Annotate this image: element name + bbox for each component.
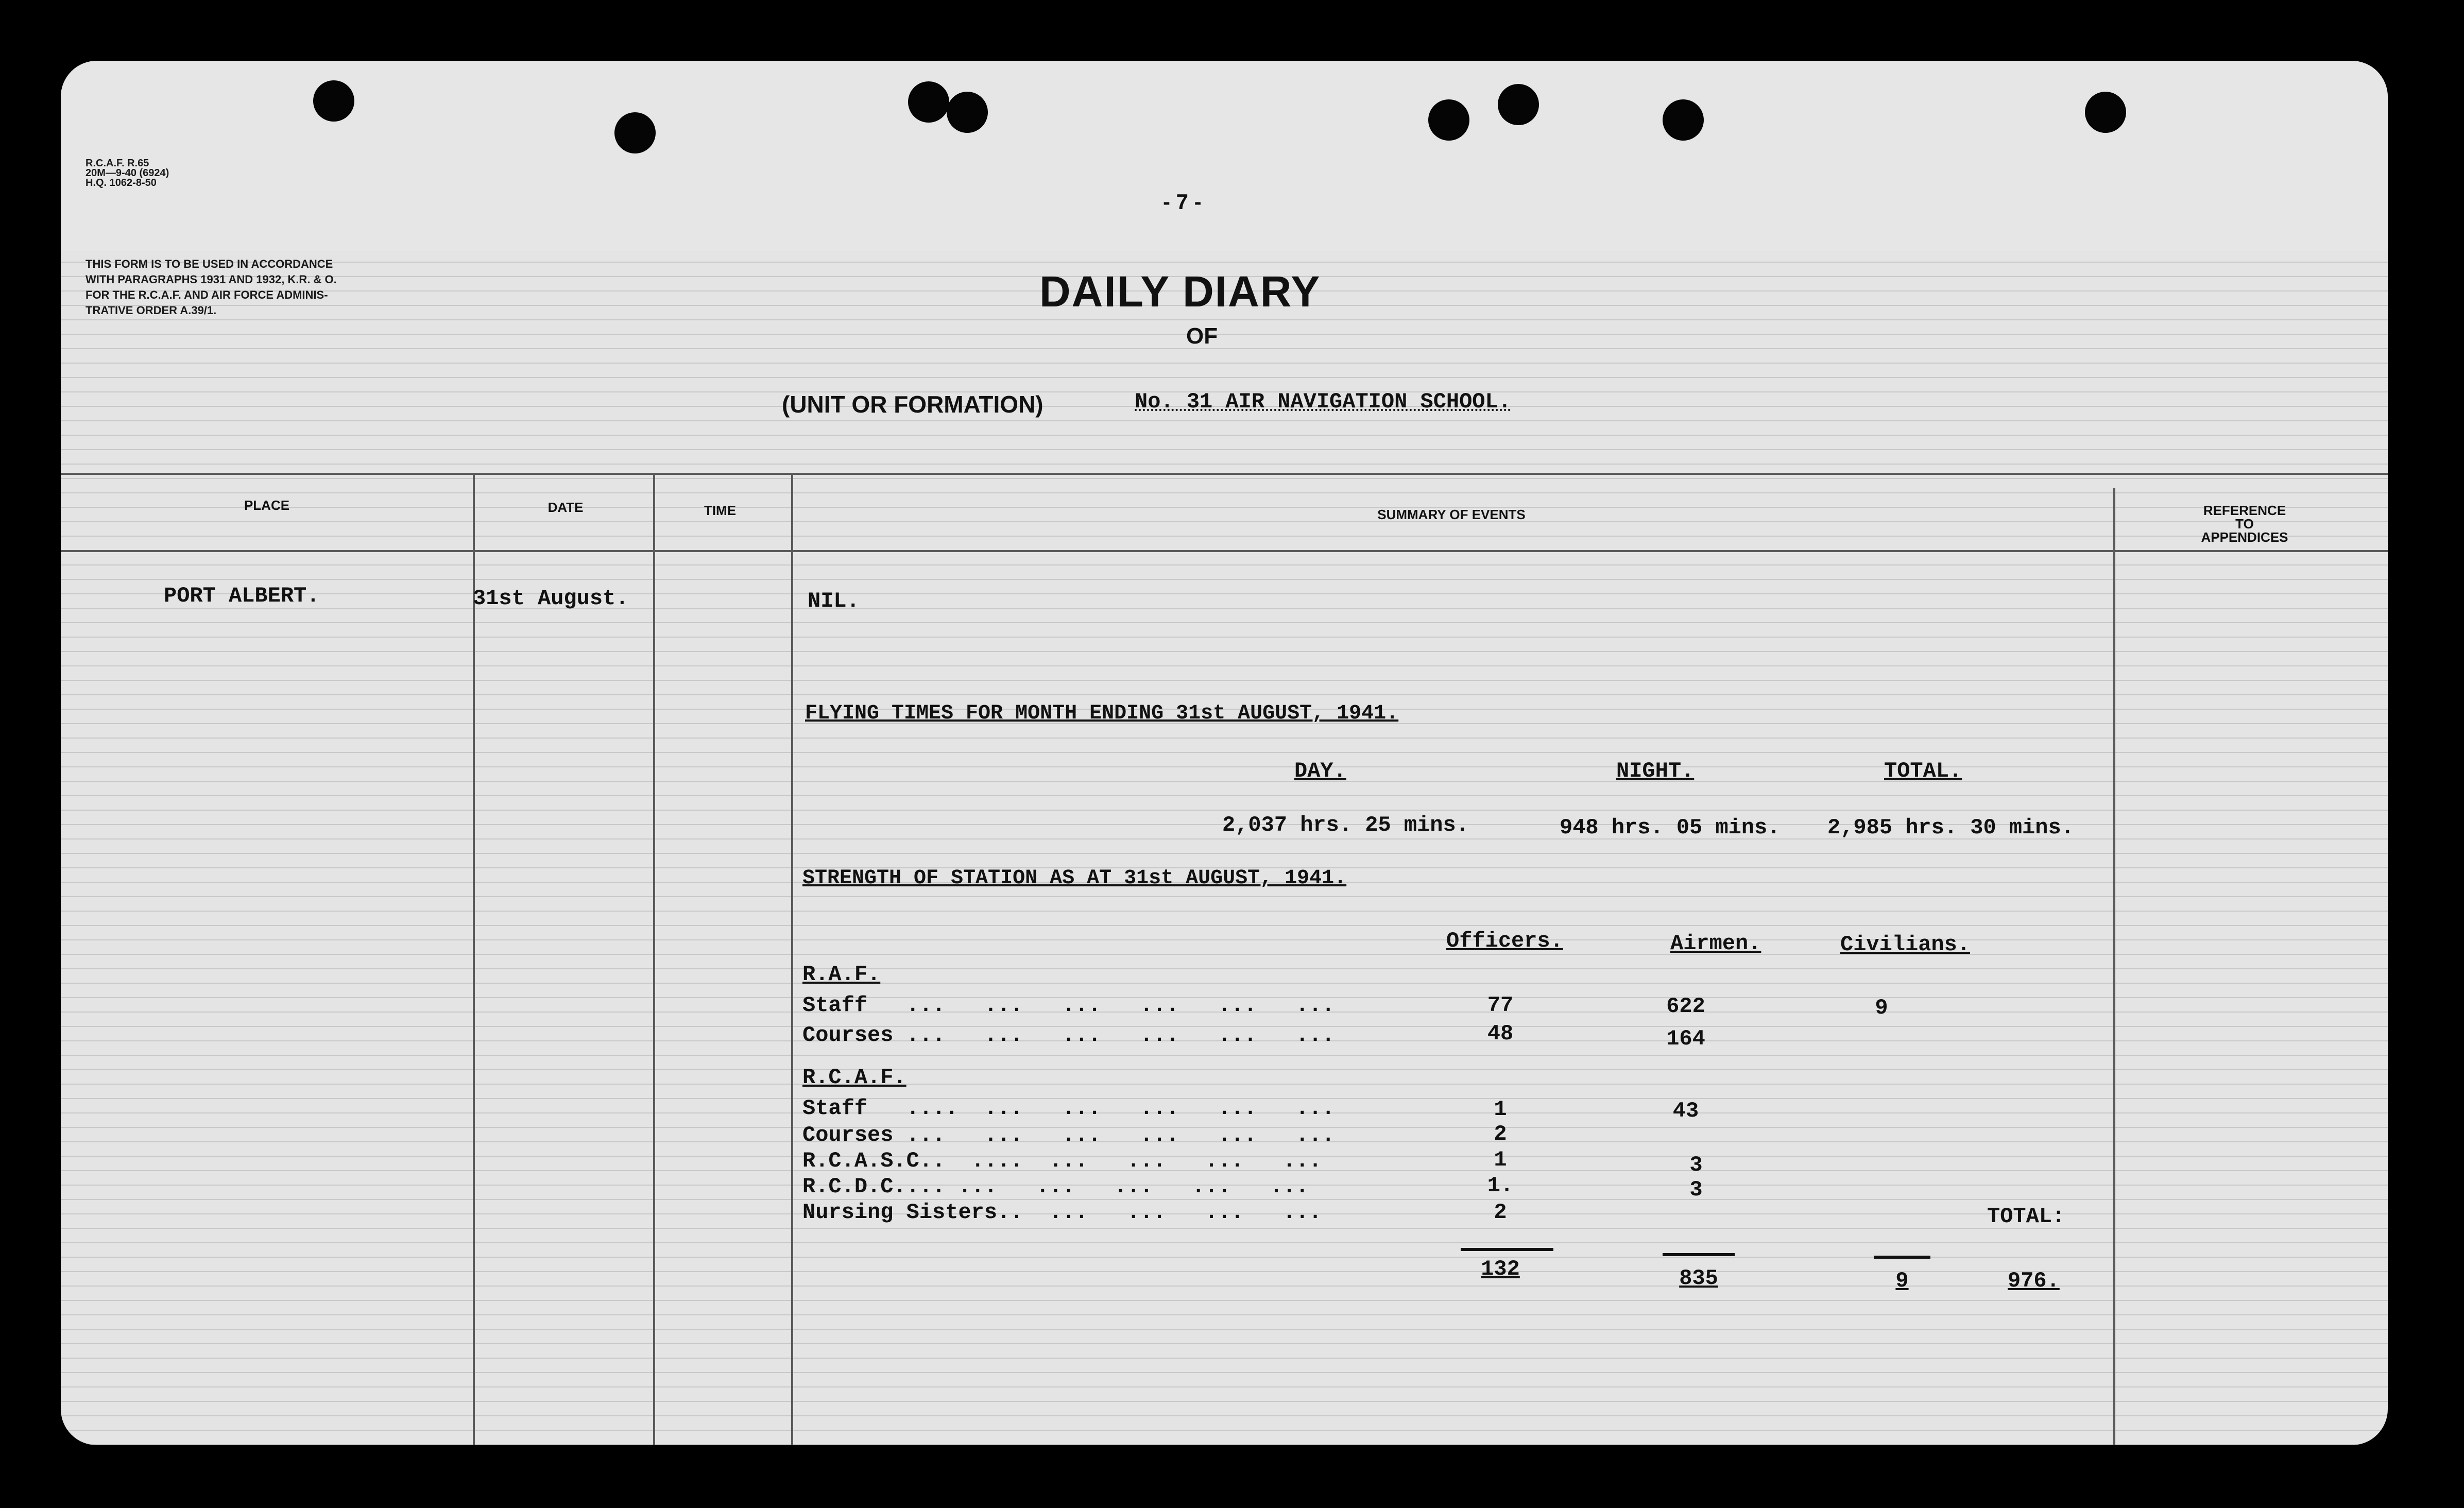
punch-hole — [1498, 84, 1539, 125]
page-header-area — [61, 61, 2388, 251]
flying-night-label: NIGHT. — [1616, 759, 1695, 783]
row-label: Staff ... ... ... ... ... ... — [802, 993, 1335, 1018]
unit-label: (UNIT OR FORMATION) — [782, 391, 1043, 418]
flying-total-label: TOTAL. — [1884, 759, 1962, 783]
total-airmen: 835 — [1679, 1266, 1718, 1291]
row-officers: 48 — [1487, 1021, 1514, 1046]
column-header-place: PLACE — [244, 498, 290, 513]
punch-hole — [1663, 99, 1704, 141]
airmen-sum-rule — [1663, 1253, 1735, 1256]
form-instructions: THIS FORM IS TO BE USED IN ACCORDANCE WITH PARAGRAPHS 1931 AND 1932, K.R. & O. FOR THE R.C.A.F. AND AIR FORCE ADMINIS- TRATIVE ORDER A.39/1. — [85, 258, 337, 317]
entry-nil: NIL. — [808, 589, 860, 613]
row-label: Nursing Sisters.. ... ... ... ... — [802, 1200, 1322, 1225]
flying-times-heading: FLYING TIMES FOR MONTH ENDING 31st AUGUST, 1941. — [805, 702, 1399, 725]
column-header-time: TIME — [704, 503, 737, 518]
unit-value: No. 31 AIR NAVIGATION SCHOOL. — [1135, 389, 1511, 414]
row-label: R.C.A.S.C.. .... ... ... ... ... — [802, 1149, 1322, 1173]
total-civilians: 9 — [1895, 1269, 1909, 1293]
row-officers: 1 — [1494, 1147, 1507, 1172]
civilians-sum-rule — [1874, 1256, 1930, 1259]
row-civilians: 9 — [1875, 996, 1888, 1020]
row-airmen: 164 — [1666, 1026, 1705, 1051]
title-of: OF — [1186, 323, 1218, 349]
header-bottom-rule — [61, 550, 2388, 552]
column-divider — [473, 473, 475, 1445]
punch-hole — [313, 80, 354, 122]
column-header-reference: REFERENCE TO APPENDICES — [2201, 503, 2288, 545]
flying-day-value: 2,037 hrs. 25 mins. — [1222, 813, 1469, 837]
page-number: - 7 - — [1163, 190, 1202, 214]
row-label: R.C.D.C.... ... ... ... ... ... — [802, 1174, 1309, 1199]
row-label: Courses ... ... ... ... ... ... — [802, 1023, 1335, 1048]
column-header-summary: SUMMARY OF EVENTS — [1377, 507, 1526, 522]
punch-hole — [947, 92, 988, 133]
strength-col-officers: Officers. — [1446, 929, 1563, 953]
entry-place: PORT ALBERT. — [164, 584, 320, 608]
row-label: Courses ... ... ... ... ... ... — [802, 1123, 1335, 1147]
strength-col-airmen: Airmen. — [1670, 931, 1761, 956]
column-divider — [653, 473, 655, 1445]
punch-hole — [614, 112, 656, 153]
row-airmen: 3 — [1689, 1177, 1703, 1202]
punch-hole — [908, 81, 949, 123]
row-label: Staff .... ... ... ... ... ... — [802, 1096, 1335, 1121]
page-title: DAILY DIARY — [1039, 267, 1321, 316]
strength-heading: STRENGTH OF STATION AS AT 31st AUGUST, 1941. — [802, 867, 1347, 890]
grand-total: 976. — [2008, 1269, 2060, 1293]
raf-label: R.A.F. — [802, 962, 881, 987]
flying-day-label: DAY. — [1294, 759, 1346, 783]
row-airmen: 622 — [1666, 994, 1705, 1019]
strength-col-civilians: Civilians. — [1840, 932, 1971, 957]
strength-total-label: TOTAL: — [1987, 1204, 2065, 1229]
row-officers: 1. — [1487, 1173, 1514, 1198]
officers-sum-rule — [1461, 1248, 1553, 1251]
diary-page — [61, 61, 2388, 1445]
row-airmen: 43 — [1672, 1099, 1699, 1123]
row-officers: 77 — [1487, 993, 1514, 1018]
flying-total-value: 2,985 hrs. 30 mins. — [1827, 815, 2074, 840]
column-divider — [2113, 488, 2115, 1445]
entry-date: 31st August. — [473, 586, 629, 611]
total-officers: 132 — [1481, 1257, 1520, 1281]
punch-hole — [1428, 99, 1469, 141]
flying-night-value: 948 hrs. 05 mins. — [1560, 815, 1781, 840]
rcaf-label: R.C.A.F. — [802, 1065, 906, 1090]
column-header-date: DATE — [547, 500, 584, 515]
form-code: R.C.A.F. R.65 20M—9-40 (6924) H.Q. 1062-8-50 — [85, 158, 169, 188]
row-officers: 2 — [1494, 1122, 1507, 1146]
row-airmen: 3 — [1689, 1153, 1703, 1177]
row-officers: 2 — [1494, 1200, 1507, 1225]
column-divider — [791, 473, 793, 1445]
punch-hole — [2085, 92, 2126, 133]
row-officers: 1 — [1494, 1097, 1507, 1122]
table-top-rule — [61, 473, 2388, 475]
